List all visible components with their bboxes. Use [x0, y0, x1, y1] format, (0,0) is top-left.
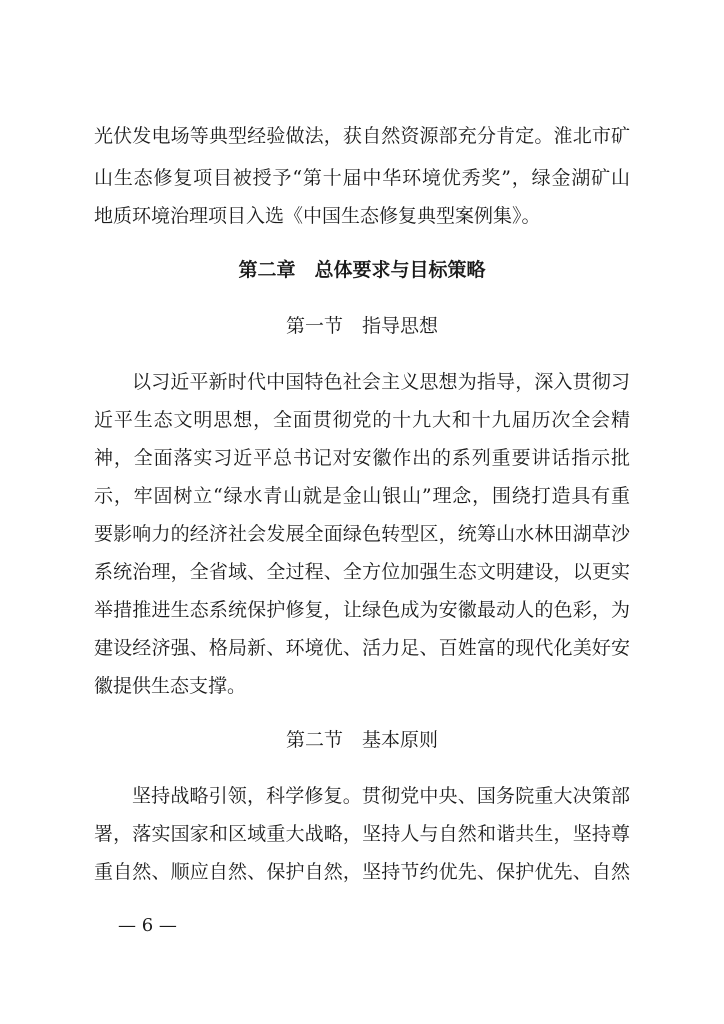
paragraph-line: 近平生态文明思想，全面贯彻党的十九大和十九届历次全会精	[94, 409, 630, 431]
paragraph-line: 示，牢固树立“绿水青山就是金山银山”理念，围绕打造具有重	[94, 485, 630, 507]
paragraph-line: 建设经济强、格局新、环境优、活力足、百姓富的现代化美好安	[94, 637, 630, 659]
paragraph-line: 光伏发电场等典型经验做法，获自然资源部充分肯定。淮北市矿	[94, 125, 630, 147]
paragraph-line: 山生态修复项目被授予“第十届中华环境优秀奖”，绿金湖矿山	[94, 167, 630, 189]
paragraph-line: 神，全面落实习近平总书记对安徽作出的系列重要讲话指示批	[94, 447, 630, 469]
paragraph-line: 要影响力的经济社会发展全面绿色转型区，统筹山水林田湖草沙	[94, 523, 630, 545]
paragraph-line: 徽提供生态支撑。	[94, 675, 247, 697]
paragraph-line: 重自然、顺应自然、保护自然，坚持节约优先、保护优先、自然	[94, 861, 630, 883]
section-heading: 第一节 指导思想	[285, 315, 438, 337]
paragraph-line: 以习近平新时代中国特色社会主义思想为指导，深入贯彻习	[132, 371, 630, 393]
chapter-heading: 第二章 总体要求与目标策略	[238, 259, 486, 281]
page-number: — 6 —	[118, 915, 177, 936]
paragraph-line: 署，落实国家和区域重大战略，坚持人与自然和谐共生，坚持尊	[94, 823, 630, 845]
paragraph-line: 举措推进生态系统保护修复，让绿色成为安徽最动人的色彩，为	[94, 599, 630, 621]
paragraph-line: 坚持战略引领，科学修复。贯彻党中央、国务院重大决策部	[132, 785, 630, 807]
paragraph-line: 地质环境治理项目入选《中国生态修复典型案例集》。	[94, 205, 541, 227]
section-heading: 第二节 基本原则	[285, 729, 438, 751]
paragraph-line: 系统治理，全省域、全过程、全方位加强生态文明建设，以更实	[94, 561, 630, 583]
